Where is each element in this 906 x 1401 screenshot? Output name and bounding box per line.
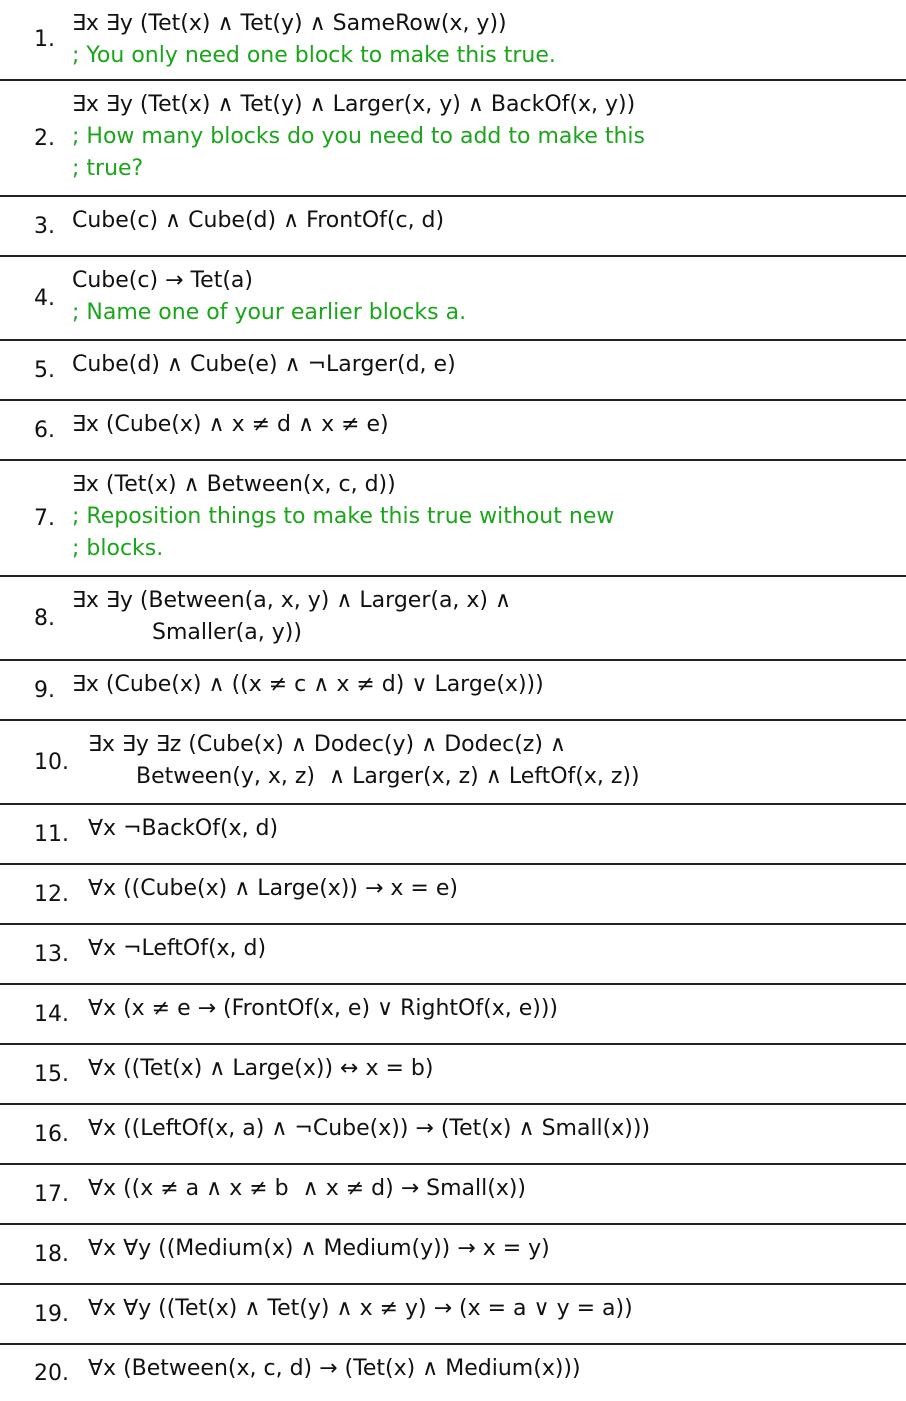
sentence-row-7[interactable]	[0, 461, 906, 577]
formula-line: ∃x ∃y (Between(a, x, y) ∧ Larger(a, x) ∧	[72, 588, 512, 613]
sentence-row-17[interactable]	[0, 1165, 906, 1225]
sentence-body	[72, 89, 906, 185]
sentence-number: 7.	[34, 505, 55, 531]
sentence-body	[88, 1353, 906, 1385]
sentence-number: 14.	[34, 1001, 69, 1027]
sentence-body	[88, 813, 906, 845]
sentence-number: 18.	[34, 1241, 69, 1267]
sentence-number: 9.	[34, 677, 55, 703]
formula-line: ∀x ((x ≠ a ∧ x ≠ b ∧ x ≠ d) → Small(x))	[88, 1176, 527, 1201]
sentence-number: 12.	[34, 881, 69, 907]
sentence-number: 11.	[34, 821, 69, 847]
sentence-row-1[interactable]	[0, 0, 906, 81]
sentence-body	[72, 585, 906, 649]
comment-line: ; Reposition things to make this true without new	[72, 504, 615, 529]
formula-line: ∃x (Tet(x) ∧ Between(x, c, d))	[72, 472, 396, 497]
sentence-body	[72, 469, 906, 565]
formula-line: ∀x (x ≠ e → (FrontOf(x, e) ∨ RightOf(x, e)))	[88, 996, 558, 1021]
sentence-body	[72, 669, 906, 701]
sentence-body	[72, 265, 906, 329]
sentence-row-10[interactable]	[0, 721, 906, 805]
sentence-body	[88, 873, 906, 905]
formula-line: ∀x ((LeftOf(x, a) ∧ ¬Cube(x)) → (Tet(x) ∧ Small(x)))	[88, 1116, 651, 1141]
sentence-number: 1.	[34, 27, 55, 52]
sentence-body	[88, 1233, 906, 1265]
sentence-row-18[interactable]	[0, 1225, 906, 1285]
sentence-number: 20.	[34, 1360, 69, 1386]
sentence-body	[72, 409, 906, 441]
formula-continuation: Smaller(a, y))	[152, 620, 302, 645]
comment-line: ; true?	[72, 156, 144, 181]
formula-line: ∀x ((Cube(x) ∧ Large(x)) → x = e)	[88, 876, 458, 901]
comment-line: ; You only need one block to make this true.	[72, 43, 556, 68]
formula-line: Cube(c) ∧ Cube(d) ∧ FrontOf(c, d)	[72, 208, 445, 233]
comment-line: ; Name one of your earlier blocks a.	[72, 300, 467, 325]
sentence-body	[72, 349, 906, 381]
sentence-row-5[interactable]	[0, 341, 906, 401]
sentence-row-4[interactable]	[0, 257, 906, 341]
sentence-row-9[interactable]	[0, 661, 906, 721]
sentence-number: 4.	[34, 285, 55, 311]
sentence-row-19[interactable]	[0, 1285, 906, 1345]
sentence-number: 10.	[34, 749, 69, 775]
sentence-body	[88, 1053, 906, 1085]
sentence-row-16[interactable]	[0, 1105, 906, 1165]
sentence-number: 3.	[34, 213, 55, 239]
sentence-number: 15.	[34, 1061, 69, 1087]
sentence-row-8[interactable]	[0, 577, 906, 661]
formula-line: ∀x ∀y ((Tet(x) ∧ Tet(y) ∧ x ≠ y) → (x = a ∨ y = a))	[88, 1296, 633, 1321]
sentence-number: 2.	[34, 125, 55, 151]
sentence-row-20[interactable]	[0, 1345, 906, 1401]
formula-line: Cube(d) ∧ Cube(e) ∧ ¬Larger(d, e)	[72, 352, 456, 377]
comment-line: ; blocks.	[72, 536, 164, 561]
sentence-number: 17.	[34, 1181, 69, 1207]
formula-line: ∃x (Cube(x) ∧ x ≠ d ∧ x ≠ e)	[72, 412, 389, 437]
sentence-body	[88, 1113, 906, 1145]
sentence-row-15[interactable]	[0, 1045, 906, 1105]
sentence-row-12[interactable]	[0, 865, 906, 925]
formula-line: ∀x ((Tet(x) ∧ Large(x)) ↔ x = b)	[88, 1056, 434, 1081]
sentence-body	[88, 993, 906, 1025]
sentence-number: 19.	[34, 1301, 69, 1327]
formula-line: ∃x ∃y (Tet(x) ∧ Tet(y) ∧ SameRow(x, y))	[72, 11, 507, 36]
formula-line: ∃x ∃y ∃z (Cube(x) ∧ Dodec(y) ∧ Dodec(z) ∧	[88, 732, 567, 757]
sentence-row-11[interactable]	[0, 805, 906, 865]
sentence-number: 5.	[34, 357, 55, 383]
sentence-row-13[interactable]	[0, 925, 906, 985]
sentence-number: 16.	[34, 1121, 69, 1147]
sentence-body	[72, 8, 906, 72]
comment-line: ; How many blocks do you need to add to make this	[72, 124, 645, 149]
sentence-number: 6.	[34, 417, 55, 443]
sentence-row-3[interactable]	[0, 197, 906, 257]
formula-line: ∀x ∀y ((Medium(x) ∧ Medium(y)) → x = y)	[88, 1236, 550, 1261]
sentence-number: 13.	[34, 941, 69, 967]
formula-line: ∀x (Between(x, c, d) → (Tet(x) ∧ Medium(x)))	[88, 1356, 581, 1381]
formula-line: ∀x ¬LeftOf(x, d)	[88, 936, 267, 961]
formula-line: Cube(c) → Tet(a)	[72, 268, 253, 293]
formula-line: ∃x ∃y (Tet(x) ∧ Tet(y) ∧ Larger(x, y) ∧ BackOf(x, y))	[72, 92, 636, 117]
sentence-body	[88, 933, 906, 965]
formula-continuation: Between(y, x, z) ∧ Larger(x, z) ∧ LeftOf(x, z))	[136, 764, 640, 789]
sentence-body	[72, 205, 906, 237]
sentence-body	[88, 1173, 906, 1205]
sentence-row-2[interactable]	[0, 81, 906, 197]
sentence-row-14[interactable]	[0, 985, 906, 1045]
sentence-row-6[interactable]	[0, 401, 906, 461]
sentence-number: 8.	[34, 605, 55, 631]
sentence-body	[88, 729, 906, 793]
sentence-body	[88, 1293, 906, 1325]
formula-line: ∃x (Cube(x) ∧ ((x ≠ c ∧ x ≠ d) ∨ Large(x)))	[72, 672, 544, 697]
formula-line: ∀x ¬BackOf(x, d)	[88, 816, 279, 841]
